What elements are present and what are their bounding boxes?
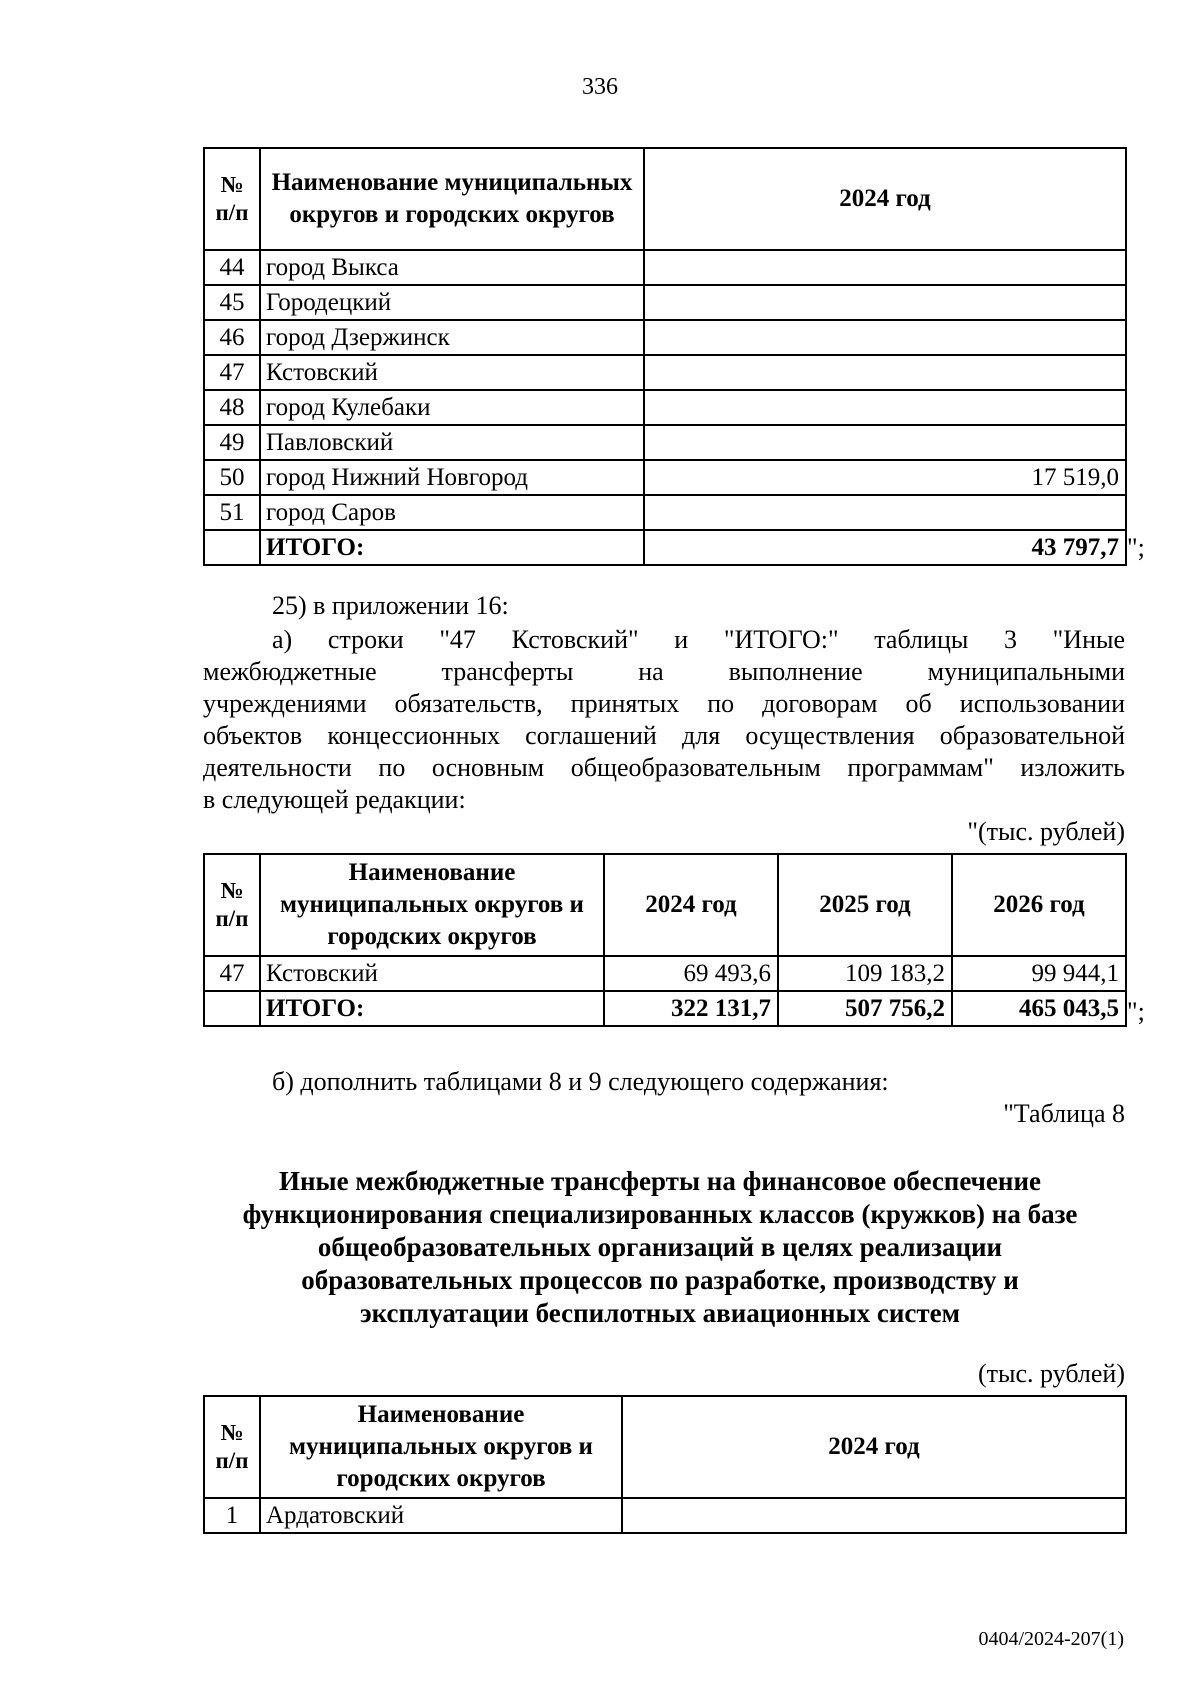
table-bottom xyxy=(203,1395,1127,1534)
row-name: Кстовский xyxy=(260,956,604,991)
row-name: город Нижний Новгород xyxy=(260,460,644,495)
header-name: Наименование муниципальных округов и городских округов xyxy=(260,148,644,250)
title-line: образовательных процессов по разработке, производству и xyxy=(301,1265,1019,1295)
title-line: общеобразовательных организаций в целях реализации xyxy=(317,1232,1003,1262)
footer-code: 0404/2024-207(1) xyxy=(978,1628,1124,1650)
header-2024: 2024 год xyxy=(604,854,778,956)
row-number: 48 xyxy=(204,390,260,425)
title-line: эксплуатации беспилотных авиационных систем xyxy=(359,1298,961,1328)
row-number: 46 xyxy=(204,320,260,355)
closing-quote: "; xyxy=(1127,997,1145,1026)
paragraph-line: деятельности по основным общеобразовательным программам" изложить xyxy=(203,753,1125,782)
row-name: Городецкий xyxy=(260,285,644,320)
header-number: № п/п xyxy=(204,1396,260,1498)
row-name: город Выкса xyxy=(260,250,644,285)
table-row xyxy=(204,320,1126,355)
row-name: Кстовский xyxy=(260,355,644,390)
closing-quote: "; xyxy=(1127,533,1145,562)
table-row xyxy=(204,956,1126,991)
table-title xyxy=(200,1165,1120,1330)
table-row xyxy=(204,250,1126,285)
item-25: 25) в приложении 16: xyxy=(272,591,509,620)
paragraph-line: учреждениями обязательств, принятых по договорам об использовании xyxy=(203,689,1125,718)
row-number: 1 xyxy=(204,1498,260,1533)
table-row xyxy=(204,1498,1126,1533)
page-number: 336 xyxy=(582,74,618,100)
title-line: Иные межбюджетные трансферты на финансовое обеспечение xyxy=(279,1166,1041,1196)
row-value-2024 xyxy=(644,355,1126,390)
total-value-2024: 43 797,7 xyxy=(644,530,1126,565)
row-value-2024 xyxy=(644,285,1126,320)
row-number: 47 xyxy=(204,956,260,991)
header-name: Наименование муниципальных округов и городских округов xyxy=(260,1396,622,1498)
total-empty-cell xyxy=(204,530,260,565)
paragraph-line: межбюджетные трансферты на выполнение муниципальными xyxy=(203,657,1125,686)
header-number: № п/п xyxy=(204,854,260,956)
header-2024: 2024 год xyxy=(644,148,1126,250)
row-value-2024 xyxy=(644,250,1126,285)
table-middle xyxy=(203,853,1127,1027)
header-2025: 2025 год xyxy=(778,854,952,956)
row-number: 51 xyxy=(204,495,260,530)
table-row xyxy=(204,355,1126,390)
title-line: функционирования специализированных классов (кружков) на базе xyxy=(242,1199,1078,1229)
units-label: "(тыс. рублей) xyxy=(967,817,1125,846)
row-number: 50 xyxy=(204,460,260,495)
row-number: 44 xyxy=(204,250,260,285)
total-label: ИТОГО: xyxy=(260,530,644,565)
table-8-label: "Таблица 8 xyxy=(1003,1099,1125,1128)
row-name: город Дзержинск xyxy=(260,320,644,355)
row-name: Павловский xyxy=(260,425,644,460)
row-name: город Саров xyxy=(260,495,644,530)
units-label: (тыс. рублей) xyxy=(977,1359,1125,1388)
total-value-2024: 322 131,7 xyxy=(604,991,778,1026)
total-row xyxy=(204,991,1126,1026)
paragraph-line: в следующей редакции: xyxy=(203,785,466,814)
header-number: № п/п xyxy=(204,148,260,250)
paragraph-line: объектов концессионных соглашений для осуществления образовательной xyxy=(203,721,1125,750)
row-name: город Кулебаки xyxy=(260,390,644,425)
row-value-2024 xyxy=(644,390,1126,425)
header-2026: 2026 год xyxy=(952,854,1126,956)
row-value-2025: 109 183,2 xyxy=(778,956,952,991)
paragraph-line: а) строки "47 Кстовский" и "ИТОГО:" таблицы 3 "Иные xyxy=(272,625,1125,654)
row-number: 47 xyxy=(204,355,260,390)
table-row xyxy=(204,285,1126,320)
row-value-2024 xyxy=(644,320,1126,355)
header-name: Наименование муниципальных округов и городских округов xyxy=(260,854,604,956)
row-value-2024 xyxy=(644,495,1126,530)
row-number: 49 xyxy=(204,425,260,460)
row-value-2024: 69 493,6 xyxy=(604,956,778,991)
table-row xyxy=(204,495,1126,530)
row-value-2026: 99 944,1 xyxy=(952,956,1126,991)
total-row xyxy=(204,530,1126,565)
row-value-2024 xyxy=(644,425,1126,460)
table-row xyxy=(204,425,1126,460)
item-b: б) дополнить таблицами 8 и 9 следующего содержания: xyxy=(272,1067,889,1096)
total-value-2025: 507 756,2 xyxy=(778,991,952,1026)
total-empty-cell xyxy=(204,991,260,1026)
row-value-2024 xyxy=(622,1498,1126,1533)
total-value-2026: 465 043,5 xyxy=(952,991,1126,1026)
table-top xyxy=(203,147,1127,566)
table-row xyxy=(204,460,1126,495)
table-row xyxy=(204,390,1126,425)
row-value-2024: 17 519,0 xyxy=(644,460,1126,495)
header-2024: 2024 год xyxy=(622,1396,1126,1498)
row-number: 45 xyxy=(204,285,260,320)
total-label: ИТОГО: xyxy=(260,991,604,1026)
row-name: Ардатовский xyxy=(260,1498,622,1533)
